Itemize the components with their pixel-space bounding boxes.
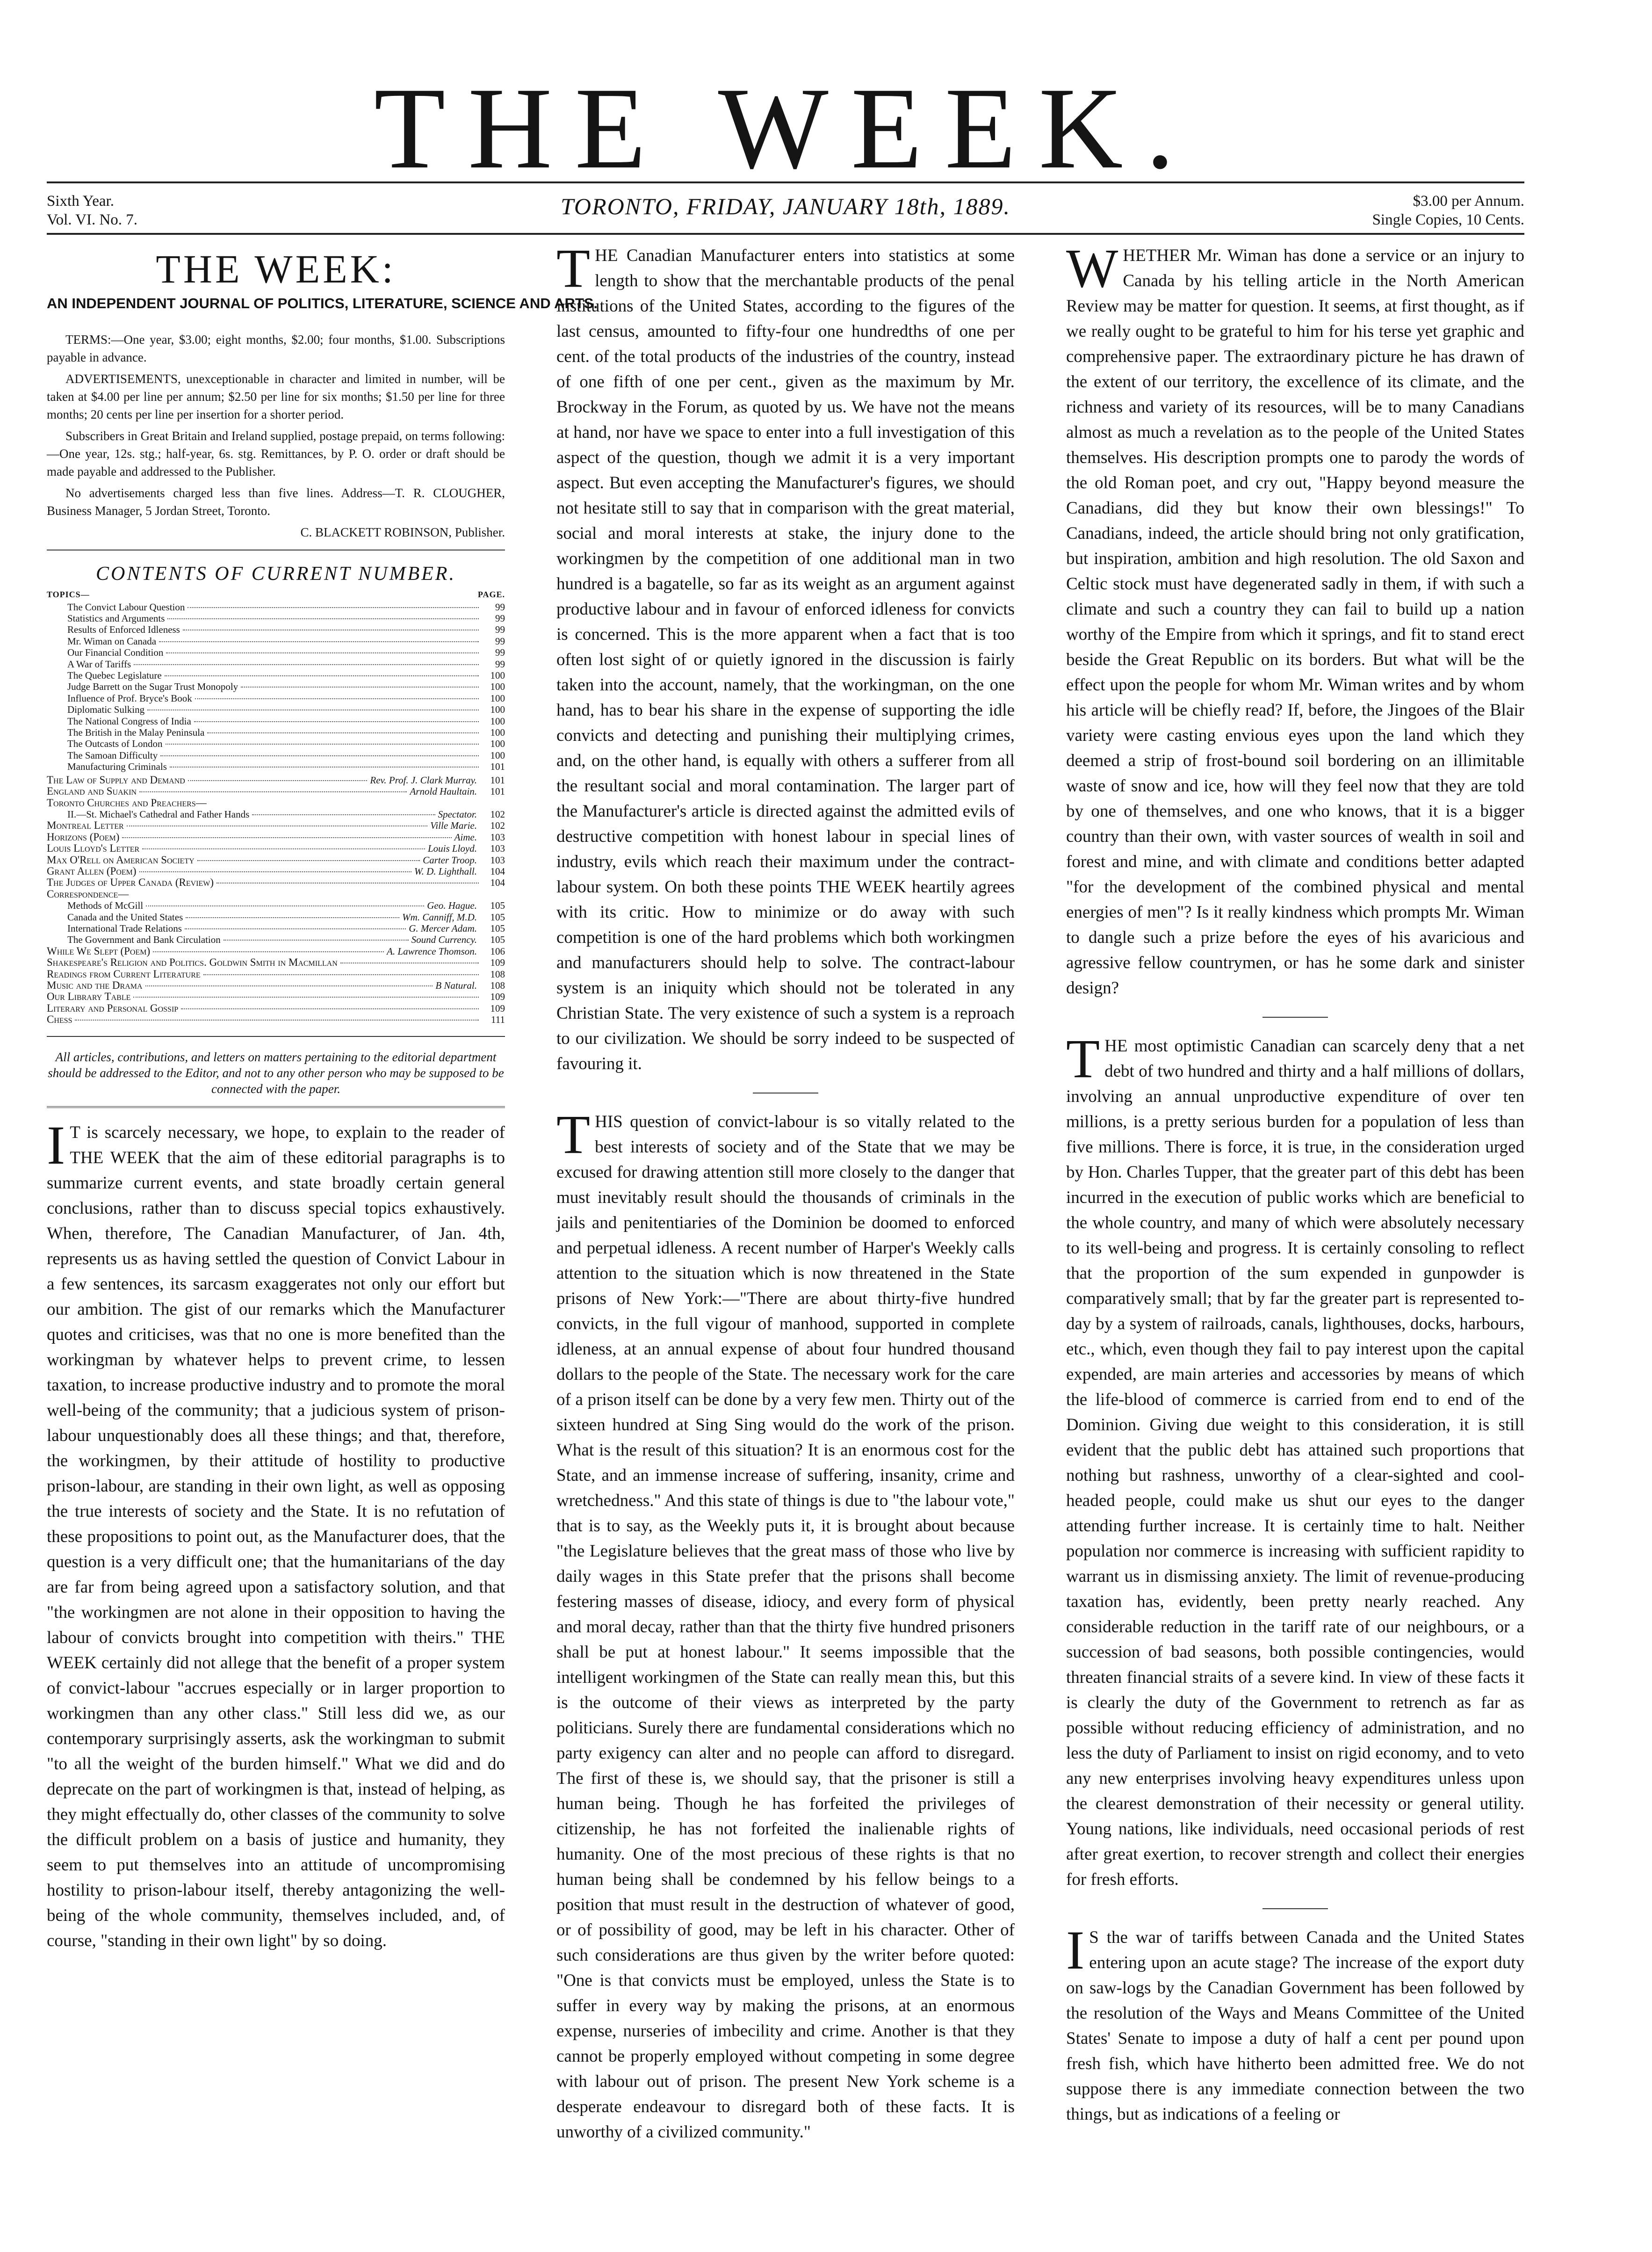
editorial-note: All articles, contributions, and letters on matters pertaining to the editorial department should be addressed to the Editor, and not to any other person who may be supposed to be connected with the paper.: [48, 1050, 504, 1096]
contents-leader-dots: [186, 917, 399, 918]
contents-entry-author: Ville Marie.: [430, 820, 477, 832]
contents-entry-title: A War of Tariffs: [67, 658, 131, 670]
contents-entry-title: Our Library Table: [47, 991, 131, 1003]
contents-entry: [47, 866, 505, 877]
note-rule-top: [47, 1036, 505, 1037]
contents-leader-dots: [139, 791, 407, 792]
contents-entry-page: 99: [495, 624, 505, 636]
contents-leader-dots: [203, 974, 479, 975]
contents-entry: [47, 969, 505, 980]
contents-entry: [47, 980, 505, 991]
contents-entry-title: Correspondence—: [47, 888, 129, 900]
contents-entry-title: Shakespeare's Religion and Politics. Goldwin Smith in Macmillan: [47, 956, 338, 969]
contents-entry-page: 101: [490, 774, 505, 786]
contents-entry-page: 103: [490, 843, 505, 854]
contents-entry: [47, 957, 505, 968]
contents-entry-page: 101: [490, 786, 505, 797]
dropcap: W: [1066, 238, 1118, 299]
contents-entry: [47, 750, 505, 761]
contents-entry: [47, 761, 505, 772]
advertising-minimum: No advertisements charged less than five lines. Address—T. R. CLOUGHER, Business Manager, 5 Jordan Street, Toronto.: [47, 485, 505, 518]
contents-entry: [47, 809, 505, 820]
contents-entry: [47, 613, 505, 624]
contents-leader-dots: [185, 928, 406, 929]
contents-entry-title: Max O'Rell on American Society: [47, 854, 195, 866]
column-1: [47, 243, 598, 1954]
dateline-year: Sixth Year.: [47, 193, 114, 210]
contents-leader-dots: [146, 905, 424, 906]
contents-entry-title: Statistics and Arguments: [67, 613, 165, 624]
contents-entry: [47, 670, 505, 681]
contents-entry-author: G. Mercer Adam.: [409, 922, 477, 934]
contents-entry-title: Results of Enforced Idleness: [67, 624, 180, 636]
contents-entry-page: 99: [495, 613, 505, 624]
contents-leader-dots: [159, 641, 479, 642]
contents-entry: [47, 843, 505, 854]
contents-leader-dots: [133, 997, 479, 998]
dropcap: T: [1066, 1028, 1100, 1089]
contents-leader-dots: [181, 1008, 479, 1009]
contents-entry-title: The Convict Labour Question: [67, 601, 185, 613]
contents-leader-dots: [188, 607, 479, 608]
dropcap: T: [556, 238, 591, 299]
newspaper-page: [47, 0, 1524, 2252]
contents-entry: [47, 923, 505, 934]
contents-entry: [47, 716, 505, 727]
contents-articles-list: [47, 775, 505, 1026]
contents-entry: [47, 624, 505, 635]
contents-entry-page: 99: [495, 647, 505, 659]
contents-entry-page: 108: [490, 980, 505, 991]
contents-leader-dots: [241, 687, 479, 688]
contents-entry-page: 101: [490, 761, 505, 773]
article-body-text: HE most optimistic Canadian can scarcely deny that a net debt of two hundred and thirty and a half millions of dollars, involving an annual unproductive expenditure of over ten millions, is a pretty serious burden for a population of less than five millions. There is force, it is true, in the consideration urged by Hon. Charles Tupper, that the greater part of this debt has been incurred in the execution of public works which are beneficial to the whole country, and many of which were absolutely necessary to its well-being and progress. It is certainly consoling to reflect that the proportion of the sum expended in gunpowder is comparatively small; that by far the greater part is represented to-day by a system of railroads, canals, lighthouses, docks, harbours, etc., which, even though they fail to pay interest upon the capital expended, are main arteries and accessories by means of which the life-blood of commerce is carried from end to end of the Dominion. Giving due weight to this consideration, it is still evident that the public debt has attained such proportions that nothing but rashness, unworthy of a clear-sighted and cool-headed people, could make us shut our eyes to the danger attending further increase. It is certainly time to halt. Neither population nor commerce is increasing with sufficient rapidity to warrant us in dismissing anxiety. The limit of revenue-producing taxation has, evidently, been pretty nearly reached. Any considerable reduction in the tariff rate of our neighbours, or a succession of bad seasons, both possible contingencies, would threaten financial straits of a severe kind. In view of these facts it is clearly the duty of the Government to retrench as far as possible without reducing efficiency of administration, and no less the duty of Parliament to insist on rigid economy, and to veto any new enterprises involving heavy expenditures unless upon the clearest demonstration of their necessity or general utility. Young nations, like individuals, need occasional periods of rest after great exertion, to recover strength and collect their energies for fresh efforts.: [1066, 1036, 1524, 1889]
dateline-single-price: Single Copies, 10 Cents.: [1372, 211, 1524, 228]
contents-entry: [47, 704, 505, 715]
contents-entry: [47, 877, 505, 888]
contents-leader-dots: [166, 652, 479, 653]
contents-entry-title: Louis Lloyd's Letter: [47, 842, 140, 854]
contents-entry-title: The Outcasts of London: [67, 738, 163, 750]
contents-entry: [47, 786, 505, 797]
contents-leader-dots: [166, 744, 479, 745]
contents-entry-title: Diplomatic Sulking: [67, 704, 145, 716]
contents-leader-dots: [195, 698, 479, 699]
contents-entry: [47, 934, 505, 945]
contents-entry-page: 102: [490, 808, 505, 820]
contents-entry: [47, 820, 505, 831]
contents-entry: [47, 681, 505, 692]
contents-entry-title: Toronto Churches and Preachers—: [47, 797, 207, 809]
dropcap: T: [556, 1104, 591, 1165]
contents-entry-title: II.—St. Michael's Cathedral and Father Hands: [67, 808, 250, 820]
contents-entry-author: A. Lawrence Thomson.: [387, 945, 477, 957]
contents-entry: [47, 1014, 505, 1025]
contents-leader-dots: [75, 1020, 479, 1021]
contents-leader-dots: [224, 940, 409, 941]
contents-entry-title: The Samoan Difficulty: [67, 749, 158, 761]
contents-leader-dots: [207, 732, 479, 733]
journal-title: THE WEEK:: [156, 246, 396, 291]
contents-entry-title: The British in the Malay Peninsula: [67, 727, 205, 739]
contents-entry-page: 103: [490, 831, 505, 843]
contents-entry-author: Geo. Hague.: [427, 900, 477, 912]
contents-leader-dots: [122, 837, 451, 838]
contents-topics-header: TOPICS—: [47, 589, 90, 599]
contents-entry-author: Carter Troop.: [423, 854, 477, 866]
contents-entry-page: 108: [490, 968, 505, 980]
contents-entry-title: Judge Barrett on the Sugar Trust Monopoly: [67, 681, 238, 693]
contents-entry: [47, 727, 505, 738]
article-body-text: T is scarcely necessary, we hope, to explain to the reader of THE WEEK that the aim of these editorial paragraphs is to summarize current events, and state broadly certain general conclusions, rather than to discuss special topics exhaustively. When, therefore, The Canadian Manufacturer, of Jan. 4th, represents us as having settled the question of Convict Labour in a few sentences, its sarcasm exaggerates not only our effort but our ambition. The gist of our remarks which the Manufacturer quotes and criticises, was that no one is more benefited than the workingman by whatever helps to prevent crime, to lessen taxation, to increase productive industry and to promote the moral well-being of the community; that a judicious system of prison-labour unquestionably does all these things; and that, therefore, the workingmen, by their attitude of hostility to productive prison-labour, are standing in their own light, as well as opposing the true interests of society and the State. It is no refutation of these propositions to point out, as the Manufacturer does, that the question is a very difficult one; that the humanitarians of the day are far from being agreed upon a satisfactory solution, and that "the workingmen are not alone in their opposition to having the labour of convicts brought into competition with theirs." THE WEEK certainly did not allege that the benefit of a proper system of convict-labour "accrues especially or in larger proportion to workingmen than any other class." Still less did we, as our contemporary surprisingly asserts, ask the workingman to submit "to all the weight of the burden himself." What we did and do deprecate on the part of workingmen is that, instead of helping, as they might effectually do, other classes of the community to solve the difficult problem on a basis of justice and humanity, they seem to put themselves into an attitude of uncompromising hostility to prison-labour itself, thereby antagonizing the well-being of the whole community, themselves included, and, of course, "standing in their own light" by so doing.: [47, 1122, 505, 1950]
contents-entry-author: Rev. Prof. J. Clark Murray.: [370, 774, 477, 786]
contents-leader-dots: [134, 664, 479, 665]
contents-entry: [47, 991, 505, 1002]
contents-entry: [47, 854, 505, 866]
contents-entry-title: Influence of Prof. Bryce's Book: [67, 692, 192, 704]
contents-entry-page: 109: [490, 991, 505, 1003]
contents-entry-title: The Law of Supply and Demand: [47, 774, 185, 786]
article-body-text: HIS question of convict-labour is so vitally related to the best interests of society and of the State that we may be excused for drawing attention still more closely to the danger that must inevitably result should the thousands of criminals in the jails and penitentiaries of the Dominion be doomed to enforced and perpetual idleness. A recent number of Harper's Weekly calls attention to the situation which is now threatened in the State prisons of New York:—"There are about thirty-five hundred convicts, in the full vigour of manhood, supported in complete idleness, at an annual expense of about four hundred thousand dollars to the people of the State. The necessary work for the care of a prison itself can be done by a very few men. Thirty out of the sixteen hundred at Sing Sing would do the work of the prison. What is the result of this situation? It is an enormous cost for the State, and an immense increase of suffering, insanity, crime and wretchedness." And this state of things is due to "the labour vote," that is to say, as the Weekly puts it, it is brought about because "the Legislature believes that the great mass of those who live by daily wages in this State prefer that the prisons shall become festering masses of disease, idiocy, and every form of physical and moral decay, rather than that the thirty five hundred prisoners shall be put at honest labour." It seems impossible that the intelligent workingmen of the State can really mean this, but this is the outcome of their views as interpreted by the party politicians. Surely there are fundamental considerations which no party exigency can alter and no people can afford to disregard. The first of these is, we should say, that the prisoner is still a human being. Though he has forfeited the privileges of citizenship, he has not forfeited the inalienable rights of humanity. One of the most precious of these rights is that no human being shall be condemned by his fellow beings to a position that must result in the destruction of whatever of good, or of possibility of good, may be left in his character. Other of such considerations are thus given by the writer before quoted: "One is that convicts must be employed, unless the State is to suffer in every way by making the prisons, at an enormous expense, nurseries of imbecility and crime. Another is that they cannot be properly employed without competing in some degree with labour out of prison. The present New York scheme is a desperate endeavour to disregard both of these facts. It is unworthy of a civilized community.": [556, 1112, 1015, 2142]
subscription-terms: TERMS:—One year, $3.00; eight months, $2.00; four months, $1.00. Subscriptions payable in advance.: [47, 332, 505, 364]
masthead-title: THE WEEK.: [374, 64, 1198, 193]
contents-entry-page: 109: [490, 957, 505, 969]
contents-entry: [47, 636, 505, 647]
contents-page-header: PAGE.: [477, 589, 505, 599]
contents-entry-page: 99: [495, 658, 505, 670]
contents-heading: CONTENTS OF CURRENT NUMBER.: [96, 563, 456, 585]
masthead-rule-top: [47, 181, 1524, 183]
contents-entry-page: 100: [490, 727, 505, 739]
contents-entry-title: Our Financial Condition: [67, 647, 164, 659]
contents-entry: [47, 647, 505, 658]
contents-leader-dots: [252, 814, 435, 815]
contents-entry: [47, 1003, 505, 1014]
contents-entry-title: Readings from Current Literature: [47, 968, 201, 980]
note-rule-bottom: [47, 1106, 505, 1108]
article-convict-labour-intro: [47, 1114, 505, 1954]
contents-entry-title: The Government and Bank Circulation: [67, 934, 221, 946]
dropcap: I: [1066, 1919, 1085, 1981]
contents-entry-title: Mr. Wiman on Canada: [67, 635, 157, 647]
contents-leader-dots: [170, 767, 479, 768]
contents-entry-page: 104: [490, 877, 505, 889]
contents-entry-title: The Quebec Legislature: [67, 670, 162, 681]
contents-entry-page: 105: [490, 922, 505, 934]
contents-leader-dots: [197, 860, 420, 861]
article-separator: [1262, 1908, 1328, 1909]
contents-leader-dots: [160, 755, 479, 756]
contents-entry-title: Horizons (Poem): [47, 831, 120, 843]
contents-entry-page: 109: [490, 1002, 505, 1014]
contents-entry-page: 105: [490, 911, 505, 923]
contents-entry: [47, 832, 505, 843]
contents-entry-page: 105: [490, 934, 505, 946]
contents-entry-page: 105: [490, 900, 505, 912]
column-2: [556, 238, 1015, 2145]
contents-entry-author: Sound Currency.: [411, 934, 477, 946]
contents-entry: [47, 889, 505, 900]
article-paragraph: [1066, 1919, 1524, 2127]
contents-entry-page: 99: [495, 635, 505, 647]
contents-entry-title: While We Slept (Poem): [47, 945, 151, 957]
contents-entry-title: Manufacturing Criminals: [67, 761, 167, 773]
contents-leader-dots: [145, 985, 433, 986]
contents-entry-page: 100: [490, 692, 505, 704]
column-3: [1066, 238, 1524, 2127]
contents-entry-title: Montreal Letter: [47, 819, 124, 832]
article-paragraph: [556, 238, 1015, 1077]
contents-entry-page: 100: [490, 738, 505, 750]
contents-leader-dots: [167, 618, 479, 619]
contents-entry: [47, 900, 505, 911]
article-paragraph: [1066, 1028, 1524, 1892]
article-body-text: S the war of tariffs between Canada and the United States entering upon an acute stage? The increase of the export duty on saw-logs by the Canadian Government has been followed by the resolution of the Ways and Means Committee of the United States' Senate to impose a duty of half a cent per pound upon fresh fish, which have hitherto been admitted free. We do not suppose there is any immediate connection between the two things, but as indications of a feeling or: [1066, 1928, 1524, 2124]
contents-entry-title: Chess: [47, 1014, 72, 1026]
contents-entry-author: B Natural.: [435, 980, 477, 991]
contents-entry-title: Music and the Drama: [47, 979, 143, 991]
contents-leader-dots: [165, 675, 479, 676]
contents-entry-title: Grant Allen (Poem): [47, 865, 137, 877]
contents-entry-page: 111: [491, 1014, 505, 1026]
contents-entry-page: 102: [490, 820, 505, 832]
contents-leader-dots: [127, 825, 427, 826]
journal-subtitle: AN INDEPENDENT JOURNAL OF POLITICS, LITERATURE, SCIENCE AND ARTS.: [47, 295, 598, 311]
contents-entry-author: Arnold Haultain.: [410, 786, 477, 797]
contents-topics-list: [47, 601, 505, 773]
contents-entry: [47, 659, 505, 670]
contents-entry-page: 103: [490, 854, 505, 866]
contents-entry-title: England and Suakin: [47, 785, 137, 797]
contents-entry-page: 100: [490, 681, 505, 693]
article-paragraph: [556, 1104, 1015, 2145]
dropcap: I: [47, 1114, 65, 1176]
contents-entry-page: 106: [490, 945, 505, 957]
contents-entry-page: 100: [490, 749, 505, 761]
contents-entry: [47, 738, 505, 749]
contents-entry-title: International Trade Relations: [67, 922, 182, 934]
contents-entry: [47, 912, 505, 923]
subscriber-terms: Subscribers in Great Britain and Ireland supplied, postage prepaid, on terms following:—One year, 12s. stg.; half-year, 6s. stg. Remittances, by P. O. order or draft should be made payable and addressed to the Publisher.: [47, 428, 505, 478]
contents-entry-page: 100: [490, 670, 505, 681]
contents-entry-author: W. D. Lighthall.: [414, 865, 477, 877]
contents-entry: [47, 775, 505, 786]
contents-entry-page: 100: [490, 715, 505, 727]
contents-leader-dots: [194, 721, 479, 722]
contents-entry-author: Louis Lloyd.: [427, 843, 477, 854]
contents-leader-dots: [139, 871, 411, 872]
article-body-text: HETHER Mr. Wiman has done a service or an injury to Canada by his telling article in the North American Review may be matter for question. It seems, at first thought, as if we really ought to be grateful to him for his terse yet graphic and comprehensive paper. The extraordinary picture he has drawn of the extent of our territory, the excellence of its climate, and the richness and variety of its resources, will be to many Canadians almost as much a revelation as to the people of the United States themselves. His description prompts one to parody the words of the old Roman poet, and cry out, "Happy beyond measure the Canadians, did they but know their own blessings!" To Canadians, indeed, the article should bring not only gratification, but inspiration, ambition and high resolution. The old Saxon and Celtic stock must have degenerated sadly in them, if with such a climate and such a country they can fail to build up a nation worthy of the Empire from which it springs, and fit to stand erect beside the Great Republic on its borders. But what will be the effect upon the people for whom Mr. Wiman writes and by whom his article will be chiefly read? If, before, the Jingoes of the Blair variety were casting envious eyes upon the land which they deemed a strip of frost-bound soil bordering on an illimitable waste of snow and ice, how will they feel now that they are told by one of themselves, and one who knows, that it is a bigger country than their own, with vaster sources of wealth in soil and forest and mine, and with climate and conditions better adapted "for the development of the combined physical and mental energies of men"? Is it really kindness which prompts Mr. Wiman to dangle such a prize before the eyes of his avaricious and agressive fellow countrymen, or has he some dark and sinister design?: [1066, 246, 1524, 998]
dateline-rule-bottom: [47, 233, 1524, 235]
dateline: [47, 186, 1524, 233]
contents-leader-dots: [142, 848, 425, 849]
dateline-price: [1372, 192, 1524, 229]
contents-column-headers: [47, 590, 505, 600]
contents-entry: [47, 797, 505, 809]
contents-entry-title: The Judges of Upper Canada (Review): [47, 876, 214, 889]
dateline-annual-price: $3.00 per Annum.: [1413, 193, 1524, 210]
dateline-place-date: TORONTO, FRIDAY, JANUARY 18th, 1889.: [561, 193, 1010, 219]
contents-entry: [47, 601, 505, 613]
contents-entry-title: Methods of McGill: [67, 900, 144, 912]
contents-entry-author: Wm. Canniff, M.D.: [402, 911, 477, 923]
article-body-text: HE Canadian Manufacturer enters into statistics at some length to show that the merchantable products of the penal institutions of the United States, according to the figures of the last census, amounted to fifty-four one hundredths of one per cent. of the total products of the industries of the country, instead of one fifth of one per cent., given as the maximum by Mr. Brockway in the Forum, as quoted by us. We have not the means at hand, nor have we space to enter into a full investigation of this aspect of the question, though we admit it is a very important aspect. But even accepting the Manufacturer's figures, we should not hesitate still to say that in comparison with the great material, social and moral interests at stake, the injury done to the workingmen by the competition of one additional man in two hundred is a bagatelle, so far as its weight as an argument against productive labour and in favour of enforced idleness for convicts is concerned. This is the more apparent when a fact that is too often lost sight of or quietly ignored in the discussion is fairly taken into the account, namely, that the workingman, on the one hand, has to bear his share in the expense of supporting the idle convicts and detecting and punishing their multiplying crimes, and, on the other hand, is equally with others a sufferer from all the resultant social and moral contamination. The larger part of the Manufacturer's article is directed against the admitted evils of destructive competition with honest labour in special lines of industry, evils which reach their maximum under the contract-labour system. On both these points THE WEEK heartily agrees with its critic. How to minimize or do away with such competition is one of the hard problems which both workingmen and manufacturers should help to solve. The contract-labour system is an iniquity which should not be tolerated in any Christian State. The very existence of such a system is a reproach to our civilization. We should be sorry indeed to be suspected of favouring it.: [556, 246, 1015, 1073]
contents-entry-page: 104: [490, 865, 505, 877]
article-separator: [1262, 1017, 1328, 1018]
contents-entry-page: 100: [490, 704, 505, 716]
contents-entry-title: Canada and the United States: [67, 911, 183, 923]
contents-entry-page: 99: [495, 601, 505, 613]
contents-entry-title: The National Congress of India: [67, 715, 191, 727]
contents-leader-dots: [153, 951, 384, 952]
article-paragraph: [1066, 238, 1524, 1001]
publisher-signature: C. BLACKETT ROBINSON, Publisher.: [300, 525, 505, 539]
contents-entry: [47, 693, 505, 704]
contents-entry-author: Spectator.: [438, 808, 477, 820]
advertising-terms: ADVERTISEMENTS, unexceptionable in character and limited in number, will be taken at $4.00 per line per annum; $2.50 per line for six months; $1.50 per line for three months; 20 cents per line per insertion for a shorter period.: [47, 371, 505, 421]
contents-entry: [47, 946, 505, 957]
contents-leader-dots: [188, 780, 368, 781]
contents-entry-title: Literary and Personal Gossip: [47, 1002, 179, 1014]
contents-entry-author: Aime.: [454, 831, 477, 843]
dateline-vol: Vol. VI. No. 7.: [47, 211, 138, 228]
